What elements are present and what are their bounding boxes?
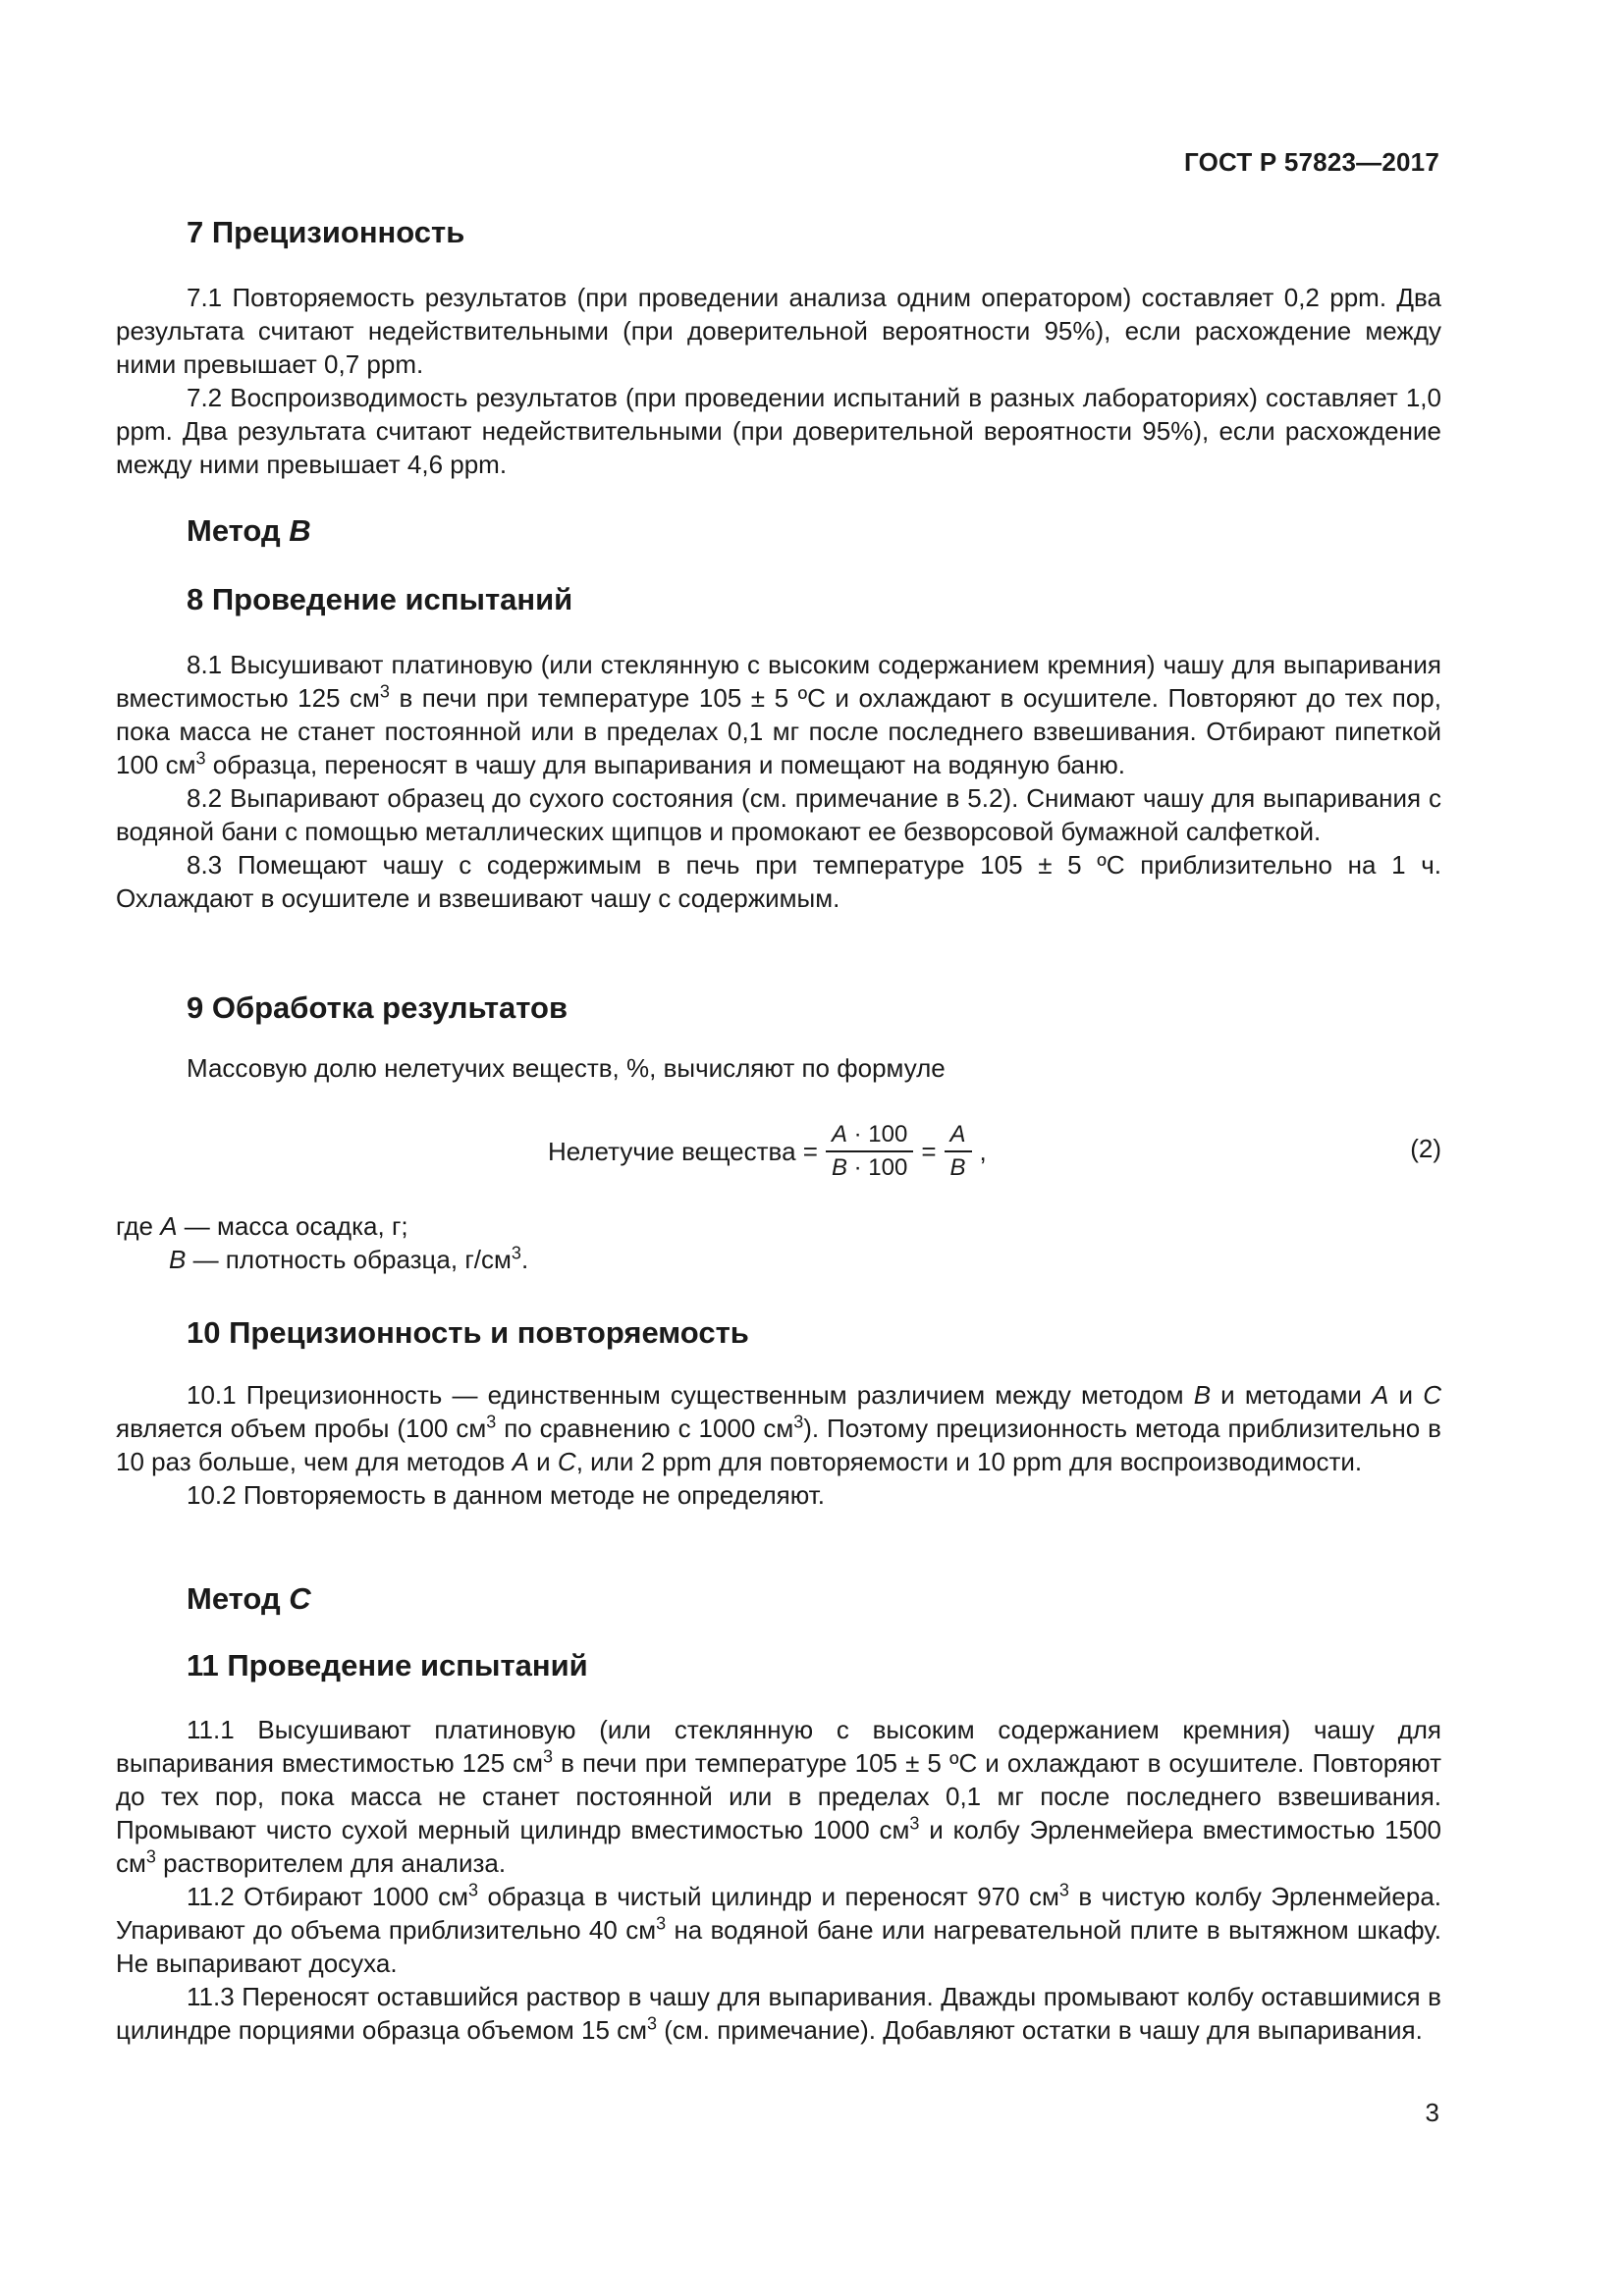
method-letter: B <box>289 513 311 548</box>
method-prefix: Метод <box>187 513 281 548</box>
fraction-2-denominator: B <box>945 1150 972 1184</box>
paragraph-8-2: 8.2 Выпаривают образец до сухого состояния (см. примечание в 5.2). Снимают чашу для выпаривания с водяной бани с помощью металлических щипцов и промокают ее безворсовой бумажной салфеткой. <box>116 783 1441 846</box>
formula-intro: Массовую долю нелетучих веществ, %, вычисляют по формуле <box>187 1053 946 1083</box>
equation-number: (2) <box>1410 1134 1441 1163</box>
section-9-intro <box>116 1051 1441 1085</box>
paragraph-11-2: 11.2 Отбирают 1000 $см^3$ образца в чистый цилиндр и переносят 970 $см^3$ в чистую колбу Эрленмейера. Упаривают до объема приблизительно 40 $см^3$ на водяной бане или нагревательной плите в вытяжном шкафу. Не выпаривают досуха. <box>116 1880 1442 1978</box>
paragraph-10-1: 10.1 Прецизионность — единственным существенным различием между методом B и методами A и C является объем пробы (100 $см^3$ по сравнению с 1000 $см^3$). Поэтому прецизионность метода приблизительно в 10 раз больше, чем для методов A и C, или 2 ppm для повторяемости и 10 ppm для воспроизводимости. <box>116 1380 1441 1476</box>
legend-line-a: где A — масса осадка, г; <box>116 1211 408 1241</box>
formula-lhs: Нелетучие вещества = <box>548 1136 818 1166</box>
paragraph-11-1: 11.1 Высушивают платиновую (или стеклянную с высоким содержанием кремния) чашу для выпаривания вместимостью 125 $см^3$ в печи при температуре 105 ± 5 ºC и охлаждают в осушителе. Повторяют до тех пор, пока масса не станет постоянной или в пределах 0,1 мг после последнего взвешивания. Промывают чисто сухой мерный цилиндр вместимостью 1000 $см^3$ и колбу Эрленмейера вместимостью 1500 $см^3$ растворителем для анализа. <box>116 1715 1442 1878</box>
fraction-1-denominator: B · 100 <box>826 1150 913 1184</box>
superscript: 3 <box>195 748 206 769</box>
paragraph-8-1: 8.1 Высушивают платиновую (или стеклянную с высоким содержанием кремния) чашу для выпаривания вместимостью 125 $см^3$ в печи при температуре 105 ± 5 ºC и охлаждают в осушителе. Повторяют до тех пор, пока масса не станет постоянной или в пределах 0,1 мг после последнего взвешивания. Отбирают пипеткой 100 $см^3$ образца, переносят в чашу для выпаривания и помещают на водяную баню. <box>116 650 1441 779</box>
section-7-title: 7 Прецизионность <box>187 215 465 249</box>
paragraph-11-3: 11.3 Переносят оставшийся раствор в чашу для выпаривания. Дважды промывают колбу оставшимися в цилиндре порциями образца объемом 15 $см^3$ (см. примечание). Добавляют остатки в чашу для выпаривания. <box>116 1982 1441 2045</box>
section-10 <box>116 1314 1441 1352</box>
section-7 <box>116 214 1441 251</box>
section-9-title: 9 Обработка результатов <box>187 990 568 1025</box>
paragraph-8-3: 8.3 Помещают чашу с содержимым в печь при температуре 105 ± 5 ºC приблизительно на 1 ч. Охлаждают в осушителе и взвешивают чашу с содержимым. <box>116 850 1441 913</box>
method-c-heading <box>116 1580 1441 1618</box>
section-10-title: 10 Прецизионность и повторяемость <box>187 1315 749 1350</box>
section-8 <box>116 581 1441 618</box>
formula-equals: = <box>921 1136 937 1166</box>
section-10-body <box>116 1378 1441 1512</box>
paragraph-7-1: 7.1 Повторяемость результатов (при проведении анализа одним оператором) составляет 0,2 ppm. Два результата считают недействительными (при доверительной вероятности 95%), если расхождение между ними превышает 0,7 ppm. <box>116 283 1441 379</box>
formula-comma: , <box>979 1136 987 1166</box>
superscript: 3 <box>379 681 390 702</box>
formula-fraction-2 <box>945 1119 972 1184</box>
method-b-heading <box>116 512 1441 550</box>
section-11 <box>116 1647 1441 1684</box>
section-11-body <box>116 1713 1441 2047</box>
method-letter: C <box>289 1581 311 1616</box>
method-prefix: Метод <box>187 1581 281 1616</box>
paragraph-7-2: 7.2 Воспроизводимость результатов (при проведении испытаний в разных лабораториях) составляет 1,0 ppm. Два результата считают недействительными (при доверительной вероятности 95%), если расхождение между ними превышает 4,6 ppm. <box>116 383 1441 479</box>
formula-legend <box>116 1209 1441 1276</box>
fraction-2-numerator: A <box>949 1121 966 1148</box>
paragraph-10-2: 10.2 Повторяемость в данном методе не определяют. <box>187 1480 825 1510</box>
section-9 <box>116 989 1441 1027</box>
fraction-1-numerator: A · 100 <box>831 1121 908 1148</box>
section-8-body <box>116 648 1441 915</box>
formula-2 <box>116 1114 1441 1189</box>
section-7-body <box>116 281 1441 481</box>
formula-body <box>548 1114 987 1189</box>
legend-line-b: B — плотность образца, $г/см^3$. <box>169 1243 529 1274</box>
formula-fraction-1 <box>826 1119 913 1184</box>
page-number: 3 <box>1425 2098 1439 2127</box>
section-11-title: 11 Проведение испытаний <box>187 1648 588 1682</box>
section-8-title: 8 Проведение испытаний <box>187 582 573 616</box>
document-id-header: ГОСТ Р 57823—2017 <box>1184 147 1439 177</box>
